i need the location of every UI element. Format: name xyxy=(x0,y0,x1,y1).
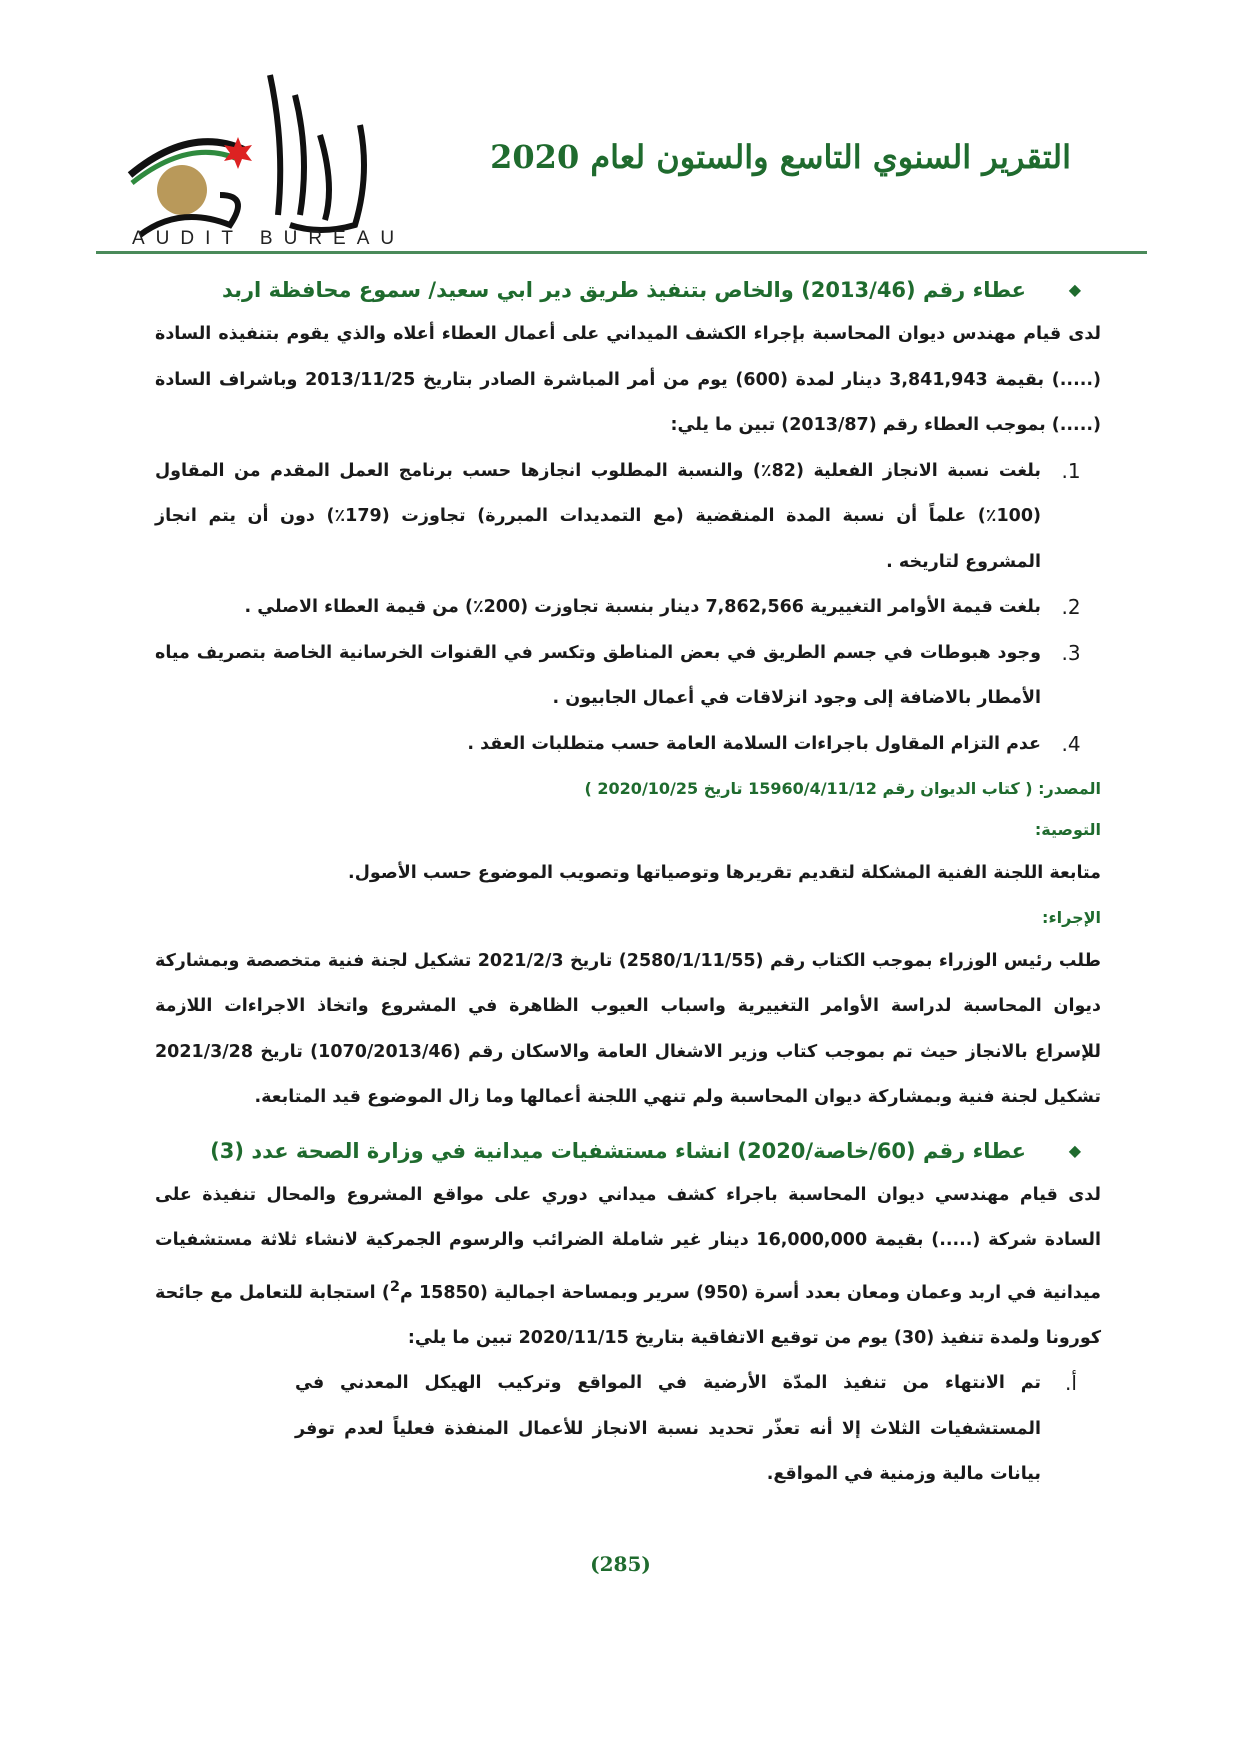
source-citation: المصدر: ( كتاب الديوان رقم 15960/4/11/12 تاريخ 2020/10/25 ) xyxy=(584,779,1101,798)
intro-part: لدى قيام مهندسي ديوان المحاسبة باجراء كشف ميداني دوري على مواقع المشروع والمحال تنفيذة على السادة شركة (.....) بقيمة 16,000,000 دينار غير شاملة الضرائب والرسوم الجمركية لانشاء ثلاثة مستشفيات ميدانية في اربد وعمان ومعان بعدد أسرة (950) سرير وبمساحة اجمالية (15850 م xyxy=(155,1184,1102,1303)
section2-heading xyxy=(155,1129,1101,1173)
intro-part: ) استجابة للتعامل مع جائحة كورونا ولمدة تنفيذ (30) يوم من توقيع الاتفاقية بتاريخ 2020/11/15 تبين ما يلي: xyxy=(155,1282,1101,1348)
section1-intro: لدى قيام مهندس ديوان المحاسبة بإجراء الكشف الميداني على أعمال العطاء أعلاه والذي يقوم بتنفيذه السادة (.....) بقيمة 3,841,943 دينار لمدة (600) يوم من أمر المباشرة الصادر بتاريخ 2013/11/25 وباشراف السادة (.....) بموجب العطاء رقم (2013/87) تبين ما يلي: xyxy=(155,324,1102,435)
recommendation-label: التوصية: xyxy=(1034,820,1101,839)
section1-heading-text: عطاء رقم (2013/46) والخاص بتنفيذ طريق دير ابي سعيد/ سموع محافظة اربد xyxy=(221,278,1026,302)
list-item xyxy=(155,1361,1101,1498)
section1-heading xyxy=(155,268,1101,312)
header-title: التقرير السنوي التاسع والستون لعام 2020 xyxy=(490,138,1071,176)
list-text: بلغت نسبة الانجاز الفعلية (82٪) والنسبة المطلوب انجازها حسب برنامج العمل المقدم من المقاول (100٪) علماً أن نسبة المدة المنقضية (مع التمديدات المبررة) تجاوزت (179٪) دون أن يتم انجاز المشروع لتاريخه . xyxy=(155,460,1041,572)
audit-bureau-logo xyxy=(120,65,420,255)
list-text: عدم التزام المقاول باجراءات السلامة العامة حسب متطلبات العقد . xyxy=(467,733,1041,754)
diamond-bullet-icon: ◆ xyxy=(1068,280,1081,299)
list-number: 2. xyxy=(1061,595,1081,619)
list-number: 3. xyxy=(1061,640,1081,665)
action-text: طلب رئيس الوزراء بموجب الكتاب رقم (2580/1/11/55) تاريخ 2021/2/3 تشكيل لجنة فنية متخصصة وبمشاركة ديوان المحاسبة لدراسة الأوامر التغييرية واسباب العيوب الظاهرة في المشروع واتخاذ الاجراءات اللازمة للإسراع بالانجاز حيث تم بموجب كتاب وزير الاشغال العامة والاسكان رقم (1070/2013/46) تاريخ 2021/3/28 تشكيل لجنة فنية وبمشاركة ديوان المحاسبة ولم تنهي اللجنة أعمالها وما زال الموضوع قيد المتابعة. xyxy=(155,950,1101,1107)
list-item xyxy=(155,722,1101,768)
superscript: 2 xyxy=(389,1277,400,1295)
page-number: (285) xyxy=(590,1552,651,1576)
list-item xyxy=(155,631,1101,722)
header-divider xyxy=(96,251,1147,254)
list-number: 4. xyxy=(1061,731,1081,756)
diamond-bullet-icon: ◆ xyxy=(1068,1140,1081,1160)
section2-heading-text: عطاء رقم (60/خاصة/2020) انشاء مستشفيات ميدانية في وزارة الصحة عدد (3) xyxy=(210,1138,1026,1163)
list-item xyxy=(155,585,1101,631)
logo-text: AUDIT BUREAU xyxy=(132,228,406,249)
list-number: 1. xyxy=(1061,458,1081,483)
list-text: وجود هبوطات في جسم الطريق في بعض المناطق وتكسر في القنوات الخرسانية الخاصة بتصريف مياه الأمطار بالاضافة إلى وجود انزلاقات في أعمال الجابيون . xyxy=(155,642,1041,708)
list-text: بلغت قيمة الأوامر التغييرية 7,862,566 دينار بنسبة تجاوزت (200٪) من قيمة العطاء الاصلي . xyxy=(244,597,1041,617)
list-item xyxy=(155,449,1101,586)
list-text: تم الانتهاء من تنفيذ المدّة الأرضية في المواقع وتركيب الهيكل المعدني في المستشفيات الثلاث إلا أنه تعذّر تحديد نسبة الانجاز للأعمال المنفذة فعلياً لعدم توفر بيانات مالية وزمنية في المواقع. xyxy=(295,1373,1041,1485)
recommendation-text: متابعة اللجنة الفنية المشكلة لتقديم تقريرها وتوصياتها وتصويب الموضوع حسب الأصول. xyxy=(348,863,1101,883)
document-body xyxy=(155,268,1101,1498)
list-number: أ. xyxy=(1065,1371,1077,1396)
action-label: الإجراء: xyxy=(1042,907,1101,927)
section2-intro xyxy=(155,1173,1101,1362)
